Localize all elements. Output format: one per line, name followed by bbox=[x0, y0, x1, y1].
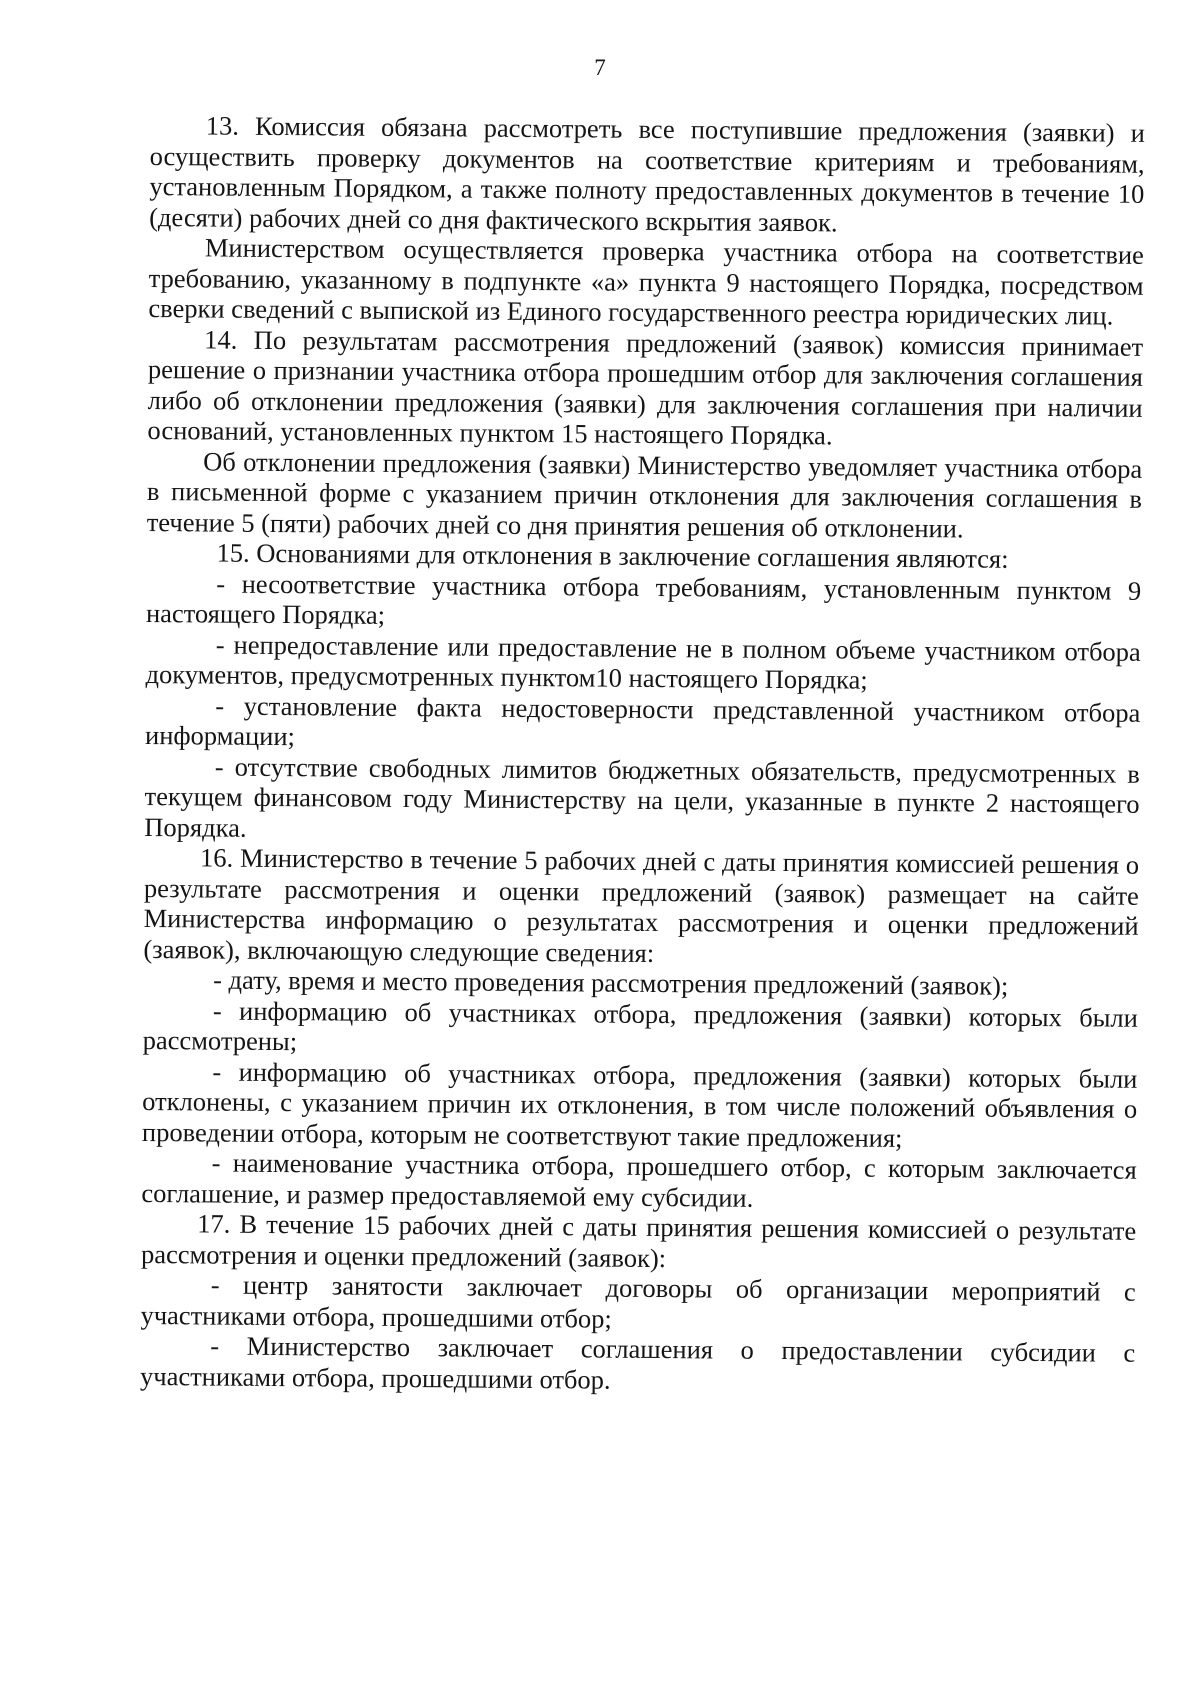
clause-16-item: - наименование участника отбора, прошедшего отбор, с которым заключается соглашение, и размер предоставляемой ему субсидии. bbox=[141, 1147, 1137, 1213]
clause-14: 14. По результатам рассмотрения предложений (заявок) комиссия принимает решение о признании участника отбора прошедшим отбор для заключения соглашения либо об отклонении предложения (заявки) для заключения соглашения при наличии оснований, установленных пунктом 15 настоящего Порядка. bbox=[147, 323, 1144, 451]
clause-15: 15. Основаниями для отклонения в заключение соглашения являются: bbox=[216, 537, 1009, 574]
clause-17-item: - Министерство заключает соглашения о предоставлении субсидии с участниками отбора, прошедшими отбор. bbox=[139, 1330, 1136, 1395]
clause-13-verification: Министерством осуществляется проверка участника отбора на соответствие требованию, указанному в подпункте «а» пункта 9 настоящего Порядка, посредством сверки сведений с выпиской из Единого государственного реестра юридических лиц. bbox=[148, 232, 1145, 331]
clause-16: 16. Министерство в течение 5 рабочих дней с даты принятия комиссией решения о результате рассмотрения и оценки предложений (заявок) размещает на сайте Министерства информацию о результатах рассмотрения и оценки предложений (заявок), включающую следующие сведения: bbox=[143, 842, 1140, 968]
clause-17: 17. В течение 15 рабочих дней с даты принятия решения комиссией о результате рассмотрения и оценки предложений (заявок): bbox=[140, 1208, 1137, 1273]
clause-17-item: - центр занятости заключает договоры об организации мероприятий с участниками отбора, прошедшими отбор; bbox=[140, 1269, 1136, 1334]
clause-15-item: - несоответствие участника отбора требованиям, установленным пунктом 9 настоящего Порядка; bbox=[145, 568, 1142, 630]
document-body bbox=[140, 110, 1145, 1399]
clause-16-item: - дату, время и место проведения рассмотрения предложений (заявок); bbox=[213, 964, 1009, 1001]
clause-13: 13. Комиссия обязана рассмотреть все поступившие предложения (заявки) и осуществить проверку документов на соответствие критериям и требованиям, установленным Порядком, а также полноту предоставленных документов в течение 10 (десяти) рабочих дней со дня фактического вскрытия заявок. bbox=[149, 110, 1145, 237]
clause-16-item: - информацию об участниках отбора, предложения (заявки) которых были рассмотрены; bbox=[142, 995, 1139, 1057]
clause-15-item: - установление факта недостоверности представленной участником отбора информации; bbox=[144, 690, 1141, 752]
clause-15-item: - непредоставление или предоставление не в полном объеме участником отбора документов, предусмотренных пунктом10 настоящего Порядка; bbox=[145, 629, 1141, 695]
page-number: 7 bbox=[594, 55, 606, 80]
clause-14-rejection-notice: Об отклонении предложения (заявки) Министерство уведомляет участника отбора в письменной форме с указанием причин отклонения для заключения соглашения в течение 5 (пяти) рабочих дней со дня принятия решения об отклонении. bbox=[146, 445, 1143, 543]
clause-15-item: - отсутствие свободных лимитов бюджетных обязательств, предусмотренных в текущем финансовом году Министерству на цели, указанные в пункте 2 настоящего Порядка. bbox=[144, 751, 1140, 843]
clause-16-item: - информацию об участниках отбора, предложения (заявки) которых были отклонены, с указанием причин их отклонения, в том числе положений объявления о проведении отбора, которым не соответствуют такие предложения; bbox=[141, 1056, 1138, 1153]
